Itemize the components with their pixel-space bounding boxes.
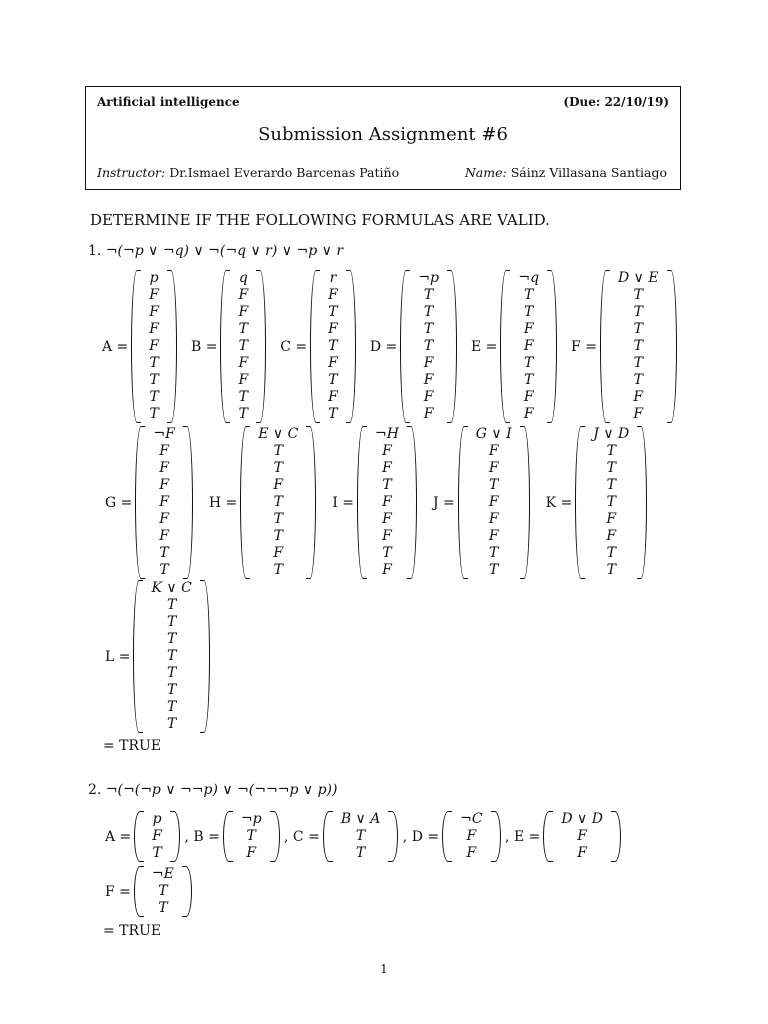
cell: F	[246, 845, 257, 861]
right-paren	[256, 270, 266, 423]
cell: T	[606, 477, 616, 493]
matrix-label: B =	[193, 828, 220, 845]
right-paren	[182, 866, 192, 917]
cell: F	[149, 304, 160, 320]
left-paren	[131, 270, 141, 423]
left-paren	[323, 811, 333, 862]
right-paren	[667, 270, 677, 423]
problem-2-row-2	[105, 866, 192, 917]
right-paren	[388, 811, 398, 862]
cell: T	[633, 355, 643, 371]
matrix-header: ¬p	[418, 270, 439, 286]
matrix-values	[144, 811, 170, 862]
problem-2-row-1	[105, 811, 621, 862]
problem-2-formula	[88, 782, 337, 798]
cell: F	[488, 494, 499, 510]
cell: T	[273, 460, 283, 476]
matrix-header: ¬C	[460, 811, 483, 827]
cell: F	[382, 460, 392, 476]
cell: F	[238, 304, 249, 320]
matrix-header: G ∨ I	[475, 426, 512, 442]
matrix-label: G =	[105, 494, 133, 511]
right-paren	[491, 811, 501, 862]
cell: F	[328, 389, 338, 405]
cell: F	[423, 355, 434, 371]
cell: F	[523, 406, 534, 422]
matrix-values	[145, 426, 182, 579]
cell: F	[606, 528, 617, 544]
matrix-label: L =	[105, 648, 131, 665]
matrix-header: ¬F	[153, 426, 175, 442]
cell: T	[355, 828, 366, 844]
cell: F	[382, 562, 392, 578]
cell: T	[489, 545, 499, 561]
due-date: (Due: 22/10/19)	[563, 95, 669, 109]
cell: F	[159, 528, 169, 544]
cell: T	[328, 338, 338, 354]
matrix-label: I =	[332, 494, 355, 511]
instructions-heading: DETERMINE IF THE FOLLOWING FORMULAS ARE VALID.	[90, 211, 550, 229]
left-paren	[543, 811, 553, 862]
matrix-label: F =	[105, 883, 131, 900]
matrix-label: C =	[280, 338, 308, 355]
right-paren	[306, 426, 316, 579]
cell: F	[328, 321, 338, 337]
matrix-header: ¬H	[375, 426, 399, 442]
matrix-H	[209, 426, 316, 579]
cell: T	[633, 372, 643, 388]
problem-1-row-3	[105, 580, 210, 733]
left-paren	[220, 270, 230, 423]
cell: T	[423, 338, 434, 354]
right-paren	[170, 811, 180, 862]
cell: T	[166, 682, 177, 698]
matrix-L	[105, 580, 210, 733]
cell: F	[238, 287, 249, 303]
matrix-values	[333, 811, 389, 862]
cell: T	[489, 477, 499, 493]
matrix-F	[571, 270, 677, 423]
cell: T	[633, 338, 643, 354]
matrix-values	[510, 270, 547, 423]
matrix-values	[320, 270, 346, 423]
matrix-A	[102, 270, 177, 423]
cell: F	[577, 828, 587, 844]
cell: T	[524, 304, 534, 320]
matrix-label: J =	[432, 494, 455, 511]
cell: T	[355, 845, 366, 861]
matrix-values	[250, 426, 306, 579]
cell: T	[246, 828, 256, 844]
matrix-header: r	[329, 270, 337, 286]
right-paren	[270, 811, 280, 862]
cell: F	[633, 406, 644, 422]
cell: T	[382, 545, 392, 561]
cell: T	[328, 406, 338, 422]
cell: T	[238, 406, 249, 422]
cell: F	[423, 406, 434, 422]
student-name: Sáinz Villasana Santiago	[510, 165, 667, 180]
right-paren	[346, 270, 356, 423]
left-paren	[400, 270, 410, 423]
cell: T	[328, 372, 338, 388]
separator: ,	[500, 828, 514, 845]
matrix-label: A =	[105, 828, 132, 845]
matrix-header: ¬E	[151, 866, 174, 882]
matrix-header: D ∨ E	[617, 270, 659, 286]
left-paren	[133, 580, 143, 733]
cell: T	[273, 494, 283, 510]
matrix-header: ¬q	[518, 270, 540, 286]
cell: T	[166, 614, 177, 630]
cell: T	[149, 406, 159, 422]
cell: T	[524, 372, 534, 388]
matrix-header: D ∨ D	[561, 811, 603, 827]
cell: T	[158, 883, 168, 899]
cell: T	[423, 304, 434, 320]
cell: T	[158, 900, 168, 916]
matrix-values	[585, 426, 637, 579]
right-paren	[637, 426, 647, 579]
cell: T	[423, 321, 434, 337]
cell: T	[606, 562, 616, 578]
cell: T	[152, 845, 162, 861]
matrix-E	[514, 811, 621, 862]
matrix-G	[105, 426, 193, 579]
cell: T	[606, 545, 616, 561]
matrix-header: B ∨ A	[340, 811, 381, 827]
cell: F	[328, 355, 338, 371]
cell: F	[633, 389, 644, 405]
cell: T	[606, 494, 616, 510]
matrix-header: ¬p	[240, 811, 262, 827]
problem-1-row-1	[102, 270, 677, 423]
matrix-C	[280, 270, 356, 423]
cell: T	[166, 665, 177, 681]
cell: F	[238, 372, 249, 388]
course-title: Artificial intelligence	[97, 95, 240, 109]
right-paren	[547, 270, 557, 423]
cell: F	[488, 443, 499, 459]
matrix-B	[191, 270, 266, 423]
left-paren	[575, 426, 585, 579]
cell: F	[382, 528, 392, 544]
cell: F	[159, 443, 169, 459]
matrix-D	[412, 811, 501, 862]
left-paren	[134, 866, 144, 917]
cell: F	[523, 321, 534, 337]
cell: F	[149, 321, 160, 337]
cell: F	[523, 338, 534, 354]
matrix-label: D =	[369, 338, 398, 355]
problem-2-number: 2.	[88, 782, 102, 798]
cell: F	[488, 511, 499, 527]
separator: ,	[180, 828, 194, 845]
matrix-label: F =	[571, 338, 597, 355]
cell: T	[524, 355, 534, 371]
matrix-header: p	[149, 270, 159, 286]
matrix-label: H =	[208, 494, 238, 511]
matrix-values	[233, 811, 270, 862]
matrix-values	[452, 811, 490, 862]
matrix-label: A =	[102, 338, 129, 355]
cell: T	[273, 443, 283, 459]
matrix-F	[105, 866, 192, 917]
cell: T	[273, 562, 283, 578]
cell: F	[523, 389, 534, 405]
right-paren	[183, 426, 193, 579]
cell: T	[606, 443, 616, 459]
matrix-label: B =	[191, 338, 218, 355]
cell: T	[606, 460, 616, 476]
left-paren	[500, 270, 510, 423]
matrix-values	[367, 426, 407, 579]
cell: T	[273, 528, 283, 544]
matrix-C	[293, 811, 398, 862]
right-paren	[200, 580, 210, 733]
matrix-header: p	[152, 811, 162, 827]
cell: T	[238, 321, 249, 337]
left-paren	[600, 270, 610, 423]
left-paren	[240, 426, 250, 579]
matrix-values	[230, 270, 256, 423]
cell: T	[382, 477, 392, 493]
separator: ,	[279, 828, 293, 845]
cell: F	[328, 287, 338, 303]
cell: F	[382, 494, 392, 510]
right-paren	[407, 426, 417, 579]
right-paren	[611, 811, 621, 862]
matrix-values	[141, 270, 167, 423]
cell: F	[159, 494, 169, 510]
cell: F	[488, 460, 499, 476]
instructor-line	[97, 165, 399, 180]
left-paren	[310, 270, 320, 423]
cell: T	[633, 287, 643, 303]
matrix-B	[193, 811, 279, 862]
cell: F	[577, 845, 587, 861]
cell: T	[238, 338, 249, 354]
problem-1-formula	[88, 243, 343, 259]
cell: F	[488, 528, 499, 544]
cell: F	[466, 828, 477, 844]
matrix-label: K =	[545, 494, 573, 511]
cell: F	[423, 389, 434, 405]
cell: T	[633, 304, 643, 320]
matrix-E	[471, 270, 557, 423]
cell: F	[152, 828, 163, 844]
cell: T	[149, 355, 159, 371]
cell: F	[149, 287, 160, 303]
instructor-label: Instructor:	[97, 165, 166, 180]
matrix-I	[332, 426, 417, 579]
cell: F	[273, 477, 284, 493]
cell: T	[166, 631, 177, 647]
matrix-values	[143, 580, 199, 733]
cell: F	[149, 338, 160, 354]
cell: F	[423, 372, 434, 388]
matrix-label: E =	[513, 828, 541, 845]
cell: T	[423, 287, 434, 303]
cell: F	[159, 511, 169, 527]
cell: F	[382, 511, 392, 527]
cell: F	[466, 845, 477, 861]
matrix-header: E ∨ C	[258, 426, 299, 442]
matrix-values	[553, 811, 611, 862]
cell: F	[273, 545, 284, 561]
matrix-label: C =	[292, 828, 320, 845]
assignment-title: Submission Assignment #6	[258, 124, 508, 145]
right-paren	[447, 270, 457, 423]
cell: F	[606, 511, 617, 527]
assignment-header-box	[85, 86, 681, 190]
cell: T	[166, 716, 177, 732]
problem-2-result: = TRUE	[103, 923, 162, 939]
left-paren	[442, 811, 452, 862]
matrix-label: D =	[411, 828, 440, 845]
instructor-name: Dr.Ismael Everardo Barcenas Patiño	[169, 165, 400, 180]
cell: F	[159, 477, 169, 493]
cell: T	[149, 372, 159, 388]
matrix-header: q	[238, 270, 248, 286]
matrix-K	[546, 426, 648, 579]
right-paren	[167, 270, 177, 423]
matrix-header: K ∨ C	[151, 580, 192, 596]
matrix-values	[410, 270, 447, 423]
cell: T	[238, 389, 249, 405]
problem-1-expression: ¬(¬p ∨ ¬q) ∨ ¬(¬q ∨ r) ∨ ¬p ∨ r	[105, 243, 344, 259]
left-paren	[223, 811, 233, 862]
cell: T	[273, 511, 283, 527]
left-paren	[357, 426, 367, 579]
cell: F	[238, 355, 249, 371]
left-paren	[458, 426, 468, 579]
page-number: 1	[380, 962, 388, 976]
cell: T	[633, 321, 643, 337]
cell: T	[159, 562, 169, 578]
student-label: Name:	[464, 165, 507, 180]
right-paren	[520, 426, 530, 579]
cell: T	[166, 699, 177, 715]
left-paren	[135, 426, 145, 579]
cell: T	[328, 304, 338, 320]
matrix-header: J ∨ D	[593, 426, 630, 442]
matrix-J	[433, 426, 530, 579]
cell: T	[149, 389, 159, 405]
matrix-D	[370, 270, 457, 423]
matrix-values	[468, 426, 520, 579]
cell: T	[166, 648, 177, 664]
cell: F	[382, 443, 392, 459]
student-line	[465, 165, 667, 180]
cell: F	[159, 460, 169, 476]
matrix-label: E =	[470, 338, 498, 355]
matrix-values	[144, 866, 182, 917]
cell: T	[159, 545, 169, 561]
problem-1-number: 1.	[88, 243, 102, 259]
problem-1-row-2	[105, 426, 647, 579]
cell: T	[524, 287, 534, 303]
problem-2-expression: ¬(¬(¬p ∨ ¬¬p) ∨ ¬(¬¬¬p ∨ p))	[105, 782, 338, 798]
cell: T	[166, 597, 177, 613]
left-paren	[134, 811, 144, 862]
separator: ,	[398, 828, 412, 845]
problem-1-result: = TRUE	[103, 738, 162, 754]
matrix-A	[105, 811, 180, 862]
cell: T	[489, 562, 499, 578]
matrix-values	[610, 270, 667, 423]
